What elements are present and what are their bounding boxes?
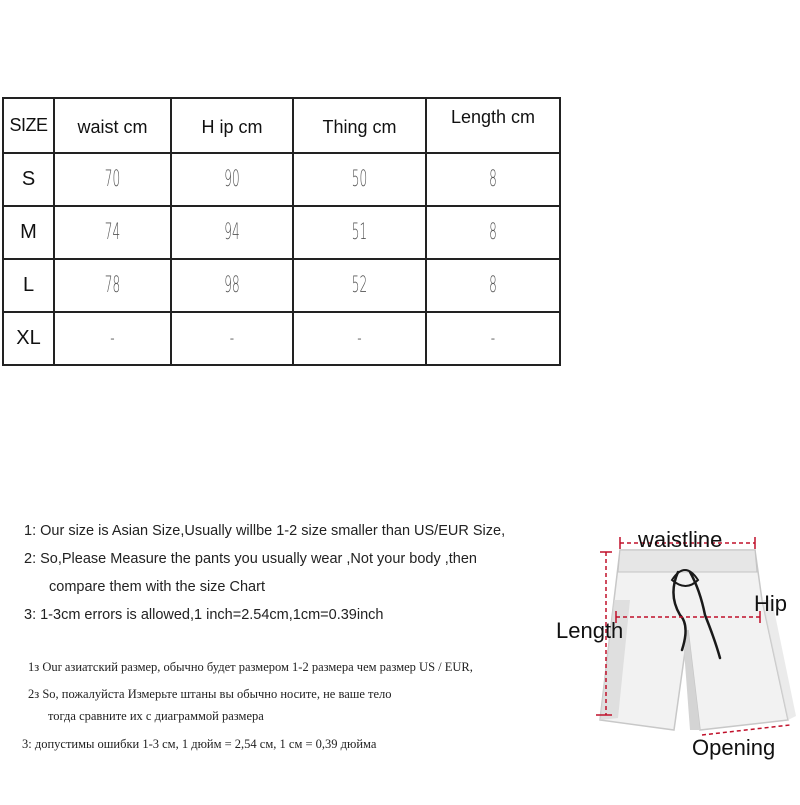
- value-cell: 50: [323, 153, 396, 206]
- size-table: [2, 97, 561, 366]
- value-cell: 8: [456, 153, 530, 206]
- value-cell: 98: [198, 259, 265, 312]
- size-cell: L: [3, 259, 54, 312]
- value-cell: 51: [323, 206, 396, 259]
- table-row: [3, 312, 560, 365]
- header-hip: H ip cm: [171, 98, 293, 153]
- note-en-3: 3: 1-3cm errors is allowed,1 inch=2.54cm,1cm=0.39inch: [24, 607, 384, 623]
- value-cell: -: [323, 312, 396, 365]
- size-cell: XL: [3, 312, 54, 365]
- value-cell: 90: [198, 153, 265, 206]
- value-cell: 74: [80, 206, 144, 259]
- table-header-row: [3, 98, 560, 153]
- value-cell: 52: [323, 259, 396, 312]
- shorts-measurement-diagram: [550, 520, 800, 800]
- table-row: [3, 206, 560, 259]
- note-en-2b: compare them with the size Chart: [49, 579, 265, 595]
- opening-label: Opening: [692, 735, 776, 760]
- header-size: SIZE: [3, 98, 54, 153]
- value-cell: -: [80, 312, 144, 365]
- value-cell: 8: [456, 206, 530, 259]
- value-cell: -: [198, 312, 265, 365]
- note-ru-2b: тогда сравните их с диаграммой размера: [48, 709, 264, 723]
- note-en-1: 1: Our size is Asian Size,Usually willbe 1-2 size smaller than US/EUR Size,: [24, 523, 506, 539]
- size-cell: M: [3, 206, 54, 259]
- table-row: [3, 259, 560, 312]
- note-ru-3: 3: допустимы ошибки 1-3 см, 1 дюйм = 2,54 см, 1 см = 0,39 дюйма: [22, 737, 377, 751]
- length-label: Length: [556, 618, 624, 643]
- waistband: [618, 550, 757, 572]
- size-cell: S: [3, 153, 54, 206]
- value-cell: 94: [198, 206, 265, 259]
- value-cell: 70: [80, 153, 144, 206]
- note-en-2: 2: So,Please Measure the pants you usually wear ,Not your body ,then: [24, 551, 477, 567]
- value-cell: 78: [80, 259, 144, 312]
- table-row: [3, 153, 560, 206]
- header-waist: waist cm: [54, 98, 171, 153]
- value-cell: 8: [456, 259, 530, 312]
- note-ru-2: 2з So, пожалуйста Измерьте штаны вы обычно носите, не ваше тело: [28, 687, 392, 701]
- header-length: Length cm: [426, 98, 560, 153]
- waistline-label: waistline: [638, 527, 723, 552]
- header-thigh: Thing cm: [293, 98, 426, 153]
- value-cell: -: [456, 312, 530, 365]
- hip-label: Hip: [754, 591, 788, 616]
- note-ru-1: 1з Our азиатский размер, обычно будет размером 1-2 размера чем размер US / EUR,: [28, 660, 473, 674]
